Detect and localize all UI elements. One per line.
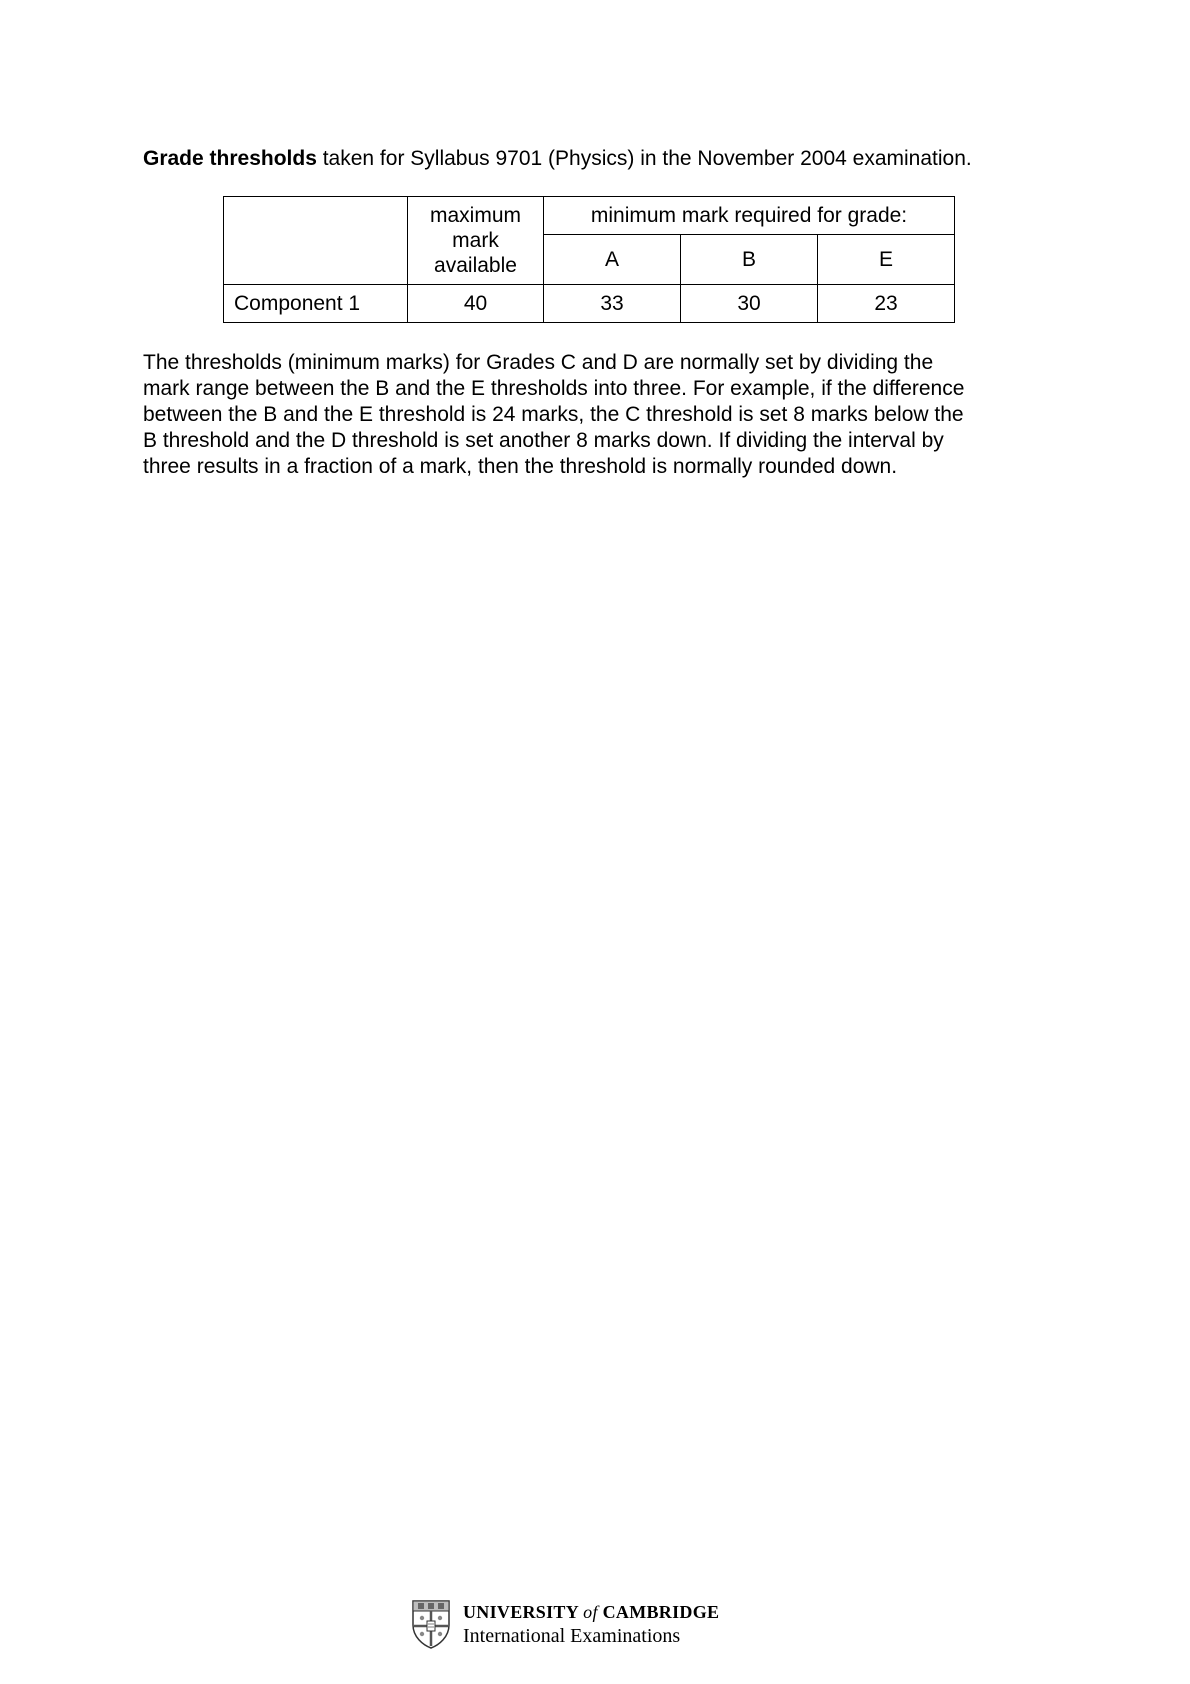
max-header-line-3: available bbox=[434, 254, 517, 277]
table-row bbox=[224, 285, 955, 323]
max-header-line-2: mark bbox=[452, 229, 499, 252]
university-name: UNIVERSITY of CAMBRIDGE bbox=[463, 1602, 720, 1622]
empty-header-cell bbox=[224, 197, 408, 285]
grade-a-header: A bbox=[544, 235, 681, 285]
grade-thresholds-table bbox=[223, 196, 955, 323]
paragraph-line: three results in a fraction of a mark, then the threshold is normally rounded down. bbox=[143, 455, 898, 478]
grade-e-value: 23 bbox=[818, 285, 955, 323]
footer-logo bbox=[411, 1598, 719, 1650]
explanation-paragraph bbox=[143, 350, 1043, 480]
max-header-line-1: maximum bbox=[429, 204, 521, 227]
paragraph-line: mark range between the B and the E thresholds into three. For example, if the difference bbox=[143, 377, 965, 400]
max-mark-header bbox=[408, 197, 544, 285]
min-mark-header: minimum mark required for grade: bbox=[544, 197, 955, 235]
paragraph-line: The thresholds (minimum marks) for Grades C and D are normally set by dividing the bbox=[143, 351, 934, 374]
max-mark-value: 40 bbox=[408, 285, 544, 323]
page-heading bbox=[143, 145, 972, 172]
grade-e-header: E bbox=[818, 235, 955, 285]
examinations-name: International Examinations bbox=[463, 1625, 681, 1647]
grade-b-header: B bbox=[681, 235, 818, 285]
heading-bold: Grade thresholds bbox=[143, 147, 317, 170]
heading-rest: taken for Syllabus 9701 (Physics) in the November 2004 examination. bbox=[316, 147, 972, 170]
grade-a-value: 33 bbox=[544, 285, 681, 323]
table-header-row bbox=[224, 197, 955, 235]
footer-text bbox=[463, 1600, 719, 1648]
cambridge-shield-icon bbox=[411, 1599, 451, 1649]
component-label: Component 1 bbox=[224, 285, 408, 323]
paragraph-line: between the B and the E threshold is 24 marks, the C threshold is set 8 marks below the bbox=[143, 403, 964, 426]
paragraph-line: B threshold and the D threshold is set another 8 marks down. If dividing the interval by bbox=[143, 429, 944, 452]
grade-b-value: 30 bbox=[681, 285, 818, 323]
